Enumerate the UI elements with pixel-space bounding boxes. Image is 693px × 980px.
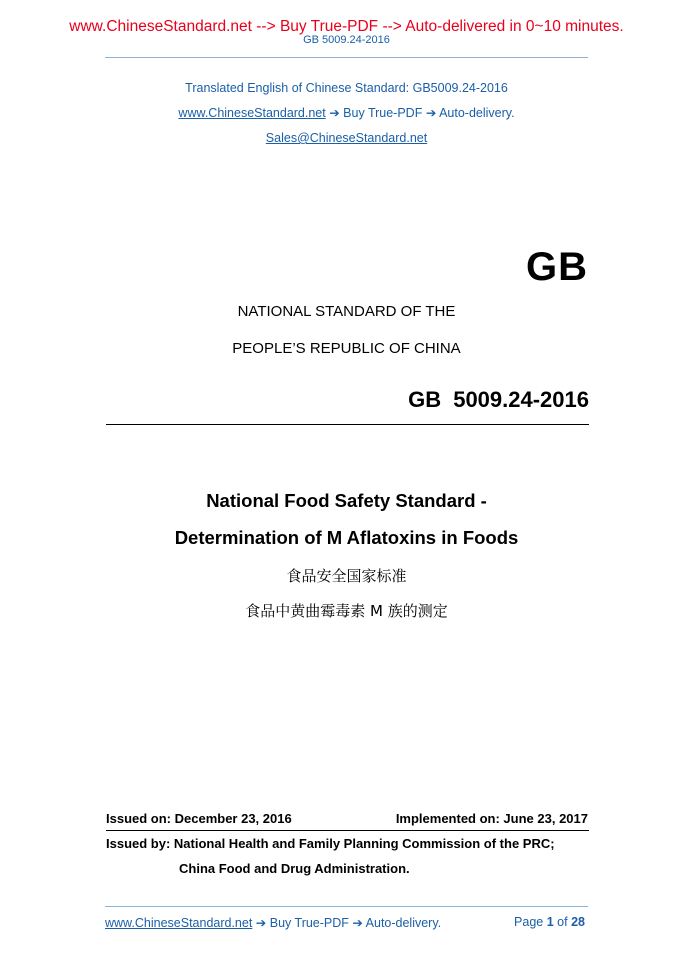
page-number: 1 xyxy=(546,915,554,929)
title-line-2: Determination of M Aflatoxins in Foods xyxy=(174,527,519,548)
page-label: Page xyxy=(514,915,544,929)
sales-line xyxy=(0,131,693,145)
header-standard-code: GB 5009.24-2016 xyxy=(303,34,390,46)
delivery-line xyxy=(0,105,693,120)
issued-on: Issued on: December 23, 2016 xyxy=(106,811,292,826)
issued-by-line-2: China Food and Drug Administration. xyxy=(179,861,410,876)
page-indicator xyxy=(514,915,585,929)
standard-code: GB 5009.24-2016 xyxy=(408,387,589,412)
promo-banner[interactable]: www.ChineseStandard.net --> Buy True-PDF --> Auto-delivered in 0~10 minutes. xyxy=(69,18,624,35)
national-line-2: PEOPLE’S REPUBLIC OF CHINA xyxy=(232,340,461,357)
issued-by: Issued by: National Health and Family Planning Commission of the PRC; xyxy=(106,836,555,851)
footer-delivery xyxy=(105,915,441,930)
delivery-link[interactable]: www.ChineseStandard.net xyxy=(178,106,326,120)
footer-divider xyxy=(105,906,588,907)
footer-rest: ➔ Buy True-PDF ➔ Auto-delivery. xyxy=(252,916,442,930)
delivery-rest: ➔ Buy True-PDF ➔ Auto-delivery. xyxy=(325,106,515,120)
gb-logo: GB xyxy=(526,245,588,289)
national-line-1: NATIONAL STANDARD OF THE xyxy=(237,303,456,320)
chinese-title-2: 食品中黄曲霉毒素 M 族的测定 xyxy=(245,602,448,620)
code-divider xyxy=(106,424,589,425)
issue-divider xyxy=(106,830,589,831)
chinese-title-1: 食品安全国家标准 xyxy=(286,567,407,585)
title-line-1: National Food Safety Standard - xyxy=(206,490,487,511)
translated-line: Translated English of Chinese Standard: GB5009.24-2016 xyxy=(185,81,508,95)
header-divider xyxy=(105,57,588,58)
sales-email-link[interactable]: Sales@ChineseStandard.net xyxy=(265,131,428,145)
page-total: 28 xyxy=(571,915,585,929)
of-label: of xyxy=(557,915,568,929)
footer-link[interactable]: www.ChineseStandard.net xyxy=(105,916,253,930)
implemented-on: Implemented on: June 23, 2017 xyxy=(395,811,588,826)
